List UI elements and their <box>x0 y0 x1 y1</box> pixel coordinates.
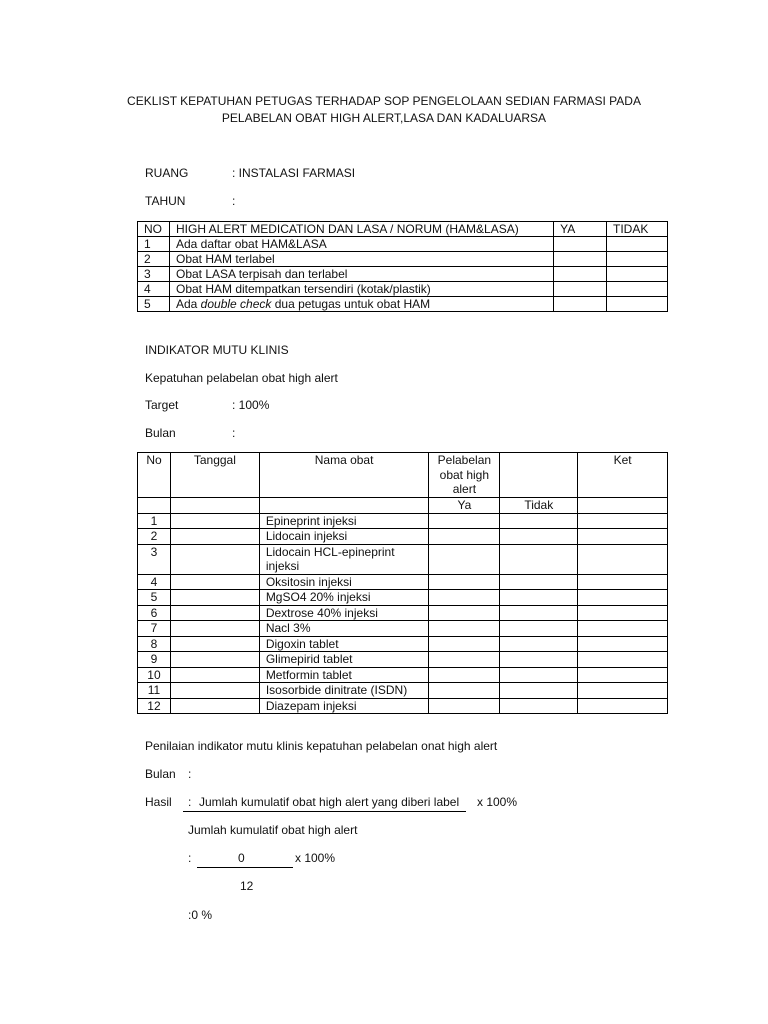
calc-colon: : <box>188 851 192 865</box>
nama-obat-line-1: Diazepam injeksi <box>265 698 357 713</box>
row-nama-obat <box>259 605 429 621</box>
result-value: :0 % <box>188 908 213 922</box>
row-item-text: Ada daftar obat HAM&LASA <box>175 237 327 251</box>
ruang-value: : INSTALASI FARMASI <box>232 166 356 180</box>
ya-cell[interactable] <box>429 667 500 683</box>
ya-cell[interactable] <box>429 621 500 637</box>
calc-fraction-bar <box>197 867 293 868</box>
tanggal-cell[interactable] <box>170 652 259 668</box>
tanggal-cell[interactable] <box>170 529 259 545</box>
nama-obat-line-1: Digoxin tablet <box>265 636 339 651</box>
hasil-label: Hasil <box>145 795 172 809</box>
ket-cell[interactable] <box>578 590 668 606</box>
tidak-cell[interactable] <box>607 282 668 297</box>
row-no: 2 <box>138 529 171 545</box>
target-value: : 100% <box>232 398 270 412</box>
empty-cell <box>170 498 259 514</box>
tidak-cell[interactable] <box>607 252 668 267</box>
table-row <box>138 544 668 574</box>
tanggal-cell[interactable] <box>170 590 259 606</box>
table-row <box>138 698 668 714</box>
tanggal-cell[interactable] <box>170 621 259 637</box>
ya-cell[interactable] <box>429 636 500 652</box>
subheader-tidak: Tidak <box>500 498 578 514</box>
row-item-emphasis: double check <box>200 297 272 311</box>
row-nama-obat <box>259 513 429 529</box>
row-no: 3 <box>138 267 170 282</box>
nama-obat-line-1: Isosorbide dinitrate (ISDN) <box>265 683 408 697</box>
header-no: No <box>138 453 171 498</box>
indikator-heading: INDIKATOR MUTU KLINIS <box>145 343 289 357</box>
header-ya: YA <box>554 222 607 237</box>
ruang-label: RUANG <box>145 166 189 180</box>
tidak-cell[interactable] <box>500 683 578 699</box>
table-row <box>138 282 668 297</box>
calc-numerator: 0 <box>238 851 245 865</box>
ya-cell[interactable] <box>429 544 500 574</box>
ket-cell[interactable] <box>578 636 668 652</box>
row-no: 4 <box>138 574 171 590</box>
tidak-cell[interactable] <box>500 698 578 714</box>
header-nama-obat: Nama obat <box>259 453 429 498</box>
document-title-line-2: PELABELAN OBAT HIGH ALERT,LASA DAN KADALUARSA <box>221 111 547 125</box>
tidak-cell[interactable] <box>607 297 668 312</box>
table-row <box>138 252 668 267</box>
empty-cell <box>259 498 429 514</box>
table-row <box>138 621 668 637</box>
table-row <box>138 513 668 529</box>
header-pelabelan-line-1: Pelabelan <box>437 453 492 467</box>
table-header-row <box>138 453 668 498</box>
row-nama-obat <box>259 636 429 652</box>
table-row <box>138 590 668 606</box>
tidak-cell[interactable] <box>500 667 578 683</box>
ket-cell[interactable] <box>578 698 668 714</box>
table-row <box>138 529 668 545</box>
row-no: 4 <box>138 282 170 297</box>
row-nama-obat <box>259 544 429 574</box>
tanggal-cell[interactable] <box>170 544 259 574</box>
row-no: 12 <box>138 698 171 714</box>
ket-cell[interactable] <box>578 652 668 668</box>
nama-obat-line-1: Epineprint injeksi <box>265 513 357 528</box>
tidak-cell[interactable] <box>607 237 668 252</box>
ya-cell[interactable] <box>429 590 500 606</box>
ket-cell[interactable] <box>578 683 668 699</box>
row-no: 1 <box>138 513 171 529</box>
penilaian-heading: Penilaian indikator mutu klinis kepatuhan pelabelan onat high alert <box>145 739 498 753</box>
ket-cell[interactable] <box>578 513 668 529</box>
row-item <box>169 297 553 312</box>
header-pelabelan <box>429 453 500 498</box>
tidak-cell[interactable] <box>607 267 668 282</box>
ya-cell[interactable] <box>429 513 500 529</box>
tahun-label: TAHUN <box>145 194 186 208</box>
row-item <box>169 267 553 282</box>
indikator-subheading: Kepatuhan pelabelan obat high alert <box>145 371 338 385</box>
ket-cell[interactable] <box>578 621 668 637</box>
nama-obat-line-1: MgSO4 20% injeksi <box>265 590 371 604</box>
hasil-colon: : <box>188 795 192 809</box>
ya-cell[interactable] <box>429 605 500 621</box>
header-pelabelan-line-3: alert <box>452 482 477 496</box>
row-nama-obat <box>259 621 429 637</box>
nama-obat-line-1: Lidocain HCL-epineprint <box>265 544 395 559</box>
high-alert-labeling-table <box>137 452 668 714</box>
ket-cell[interactable] <box>578 574 668 590</box>
ya-cell[interactable] <box>429 698 500 714</box>
table-row <box>138 683 668 699</box>
nama-obat-line-1: Dextrose 40% injeksi <box>265 605 378 620</box>
tahun-value: : <box>232 194 236 208</box>
row-nama-obat <box>259 698 429 714</box>
calc-times: x 100% <box>295 851 336 865</box>
tidak-cell[interactable] <box>500 636 578 652</box>
row-item <box>169 282 553 297</box>
row-no: 10 <box>138 667 171 683</box>
header-tanggal: Tanggal <box>170 453 259 498</box>
table-row <box>138 652 668 668</box>
ket-cell[interactable] <box>578 529 668 545</box>
header-no: NO <box>138 222 170 237</box>
ya-cell[interactable] <box>429 683 500 699</box>
tanggal-cell[interactable] <box>170 574 259 590</box>
tidak-cell[interactable] <box>500 605 578 621</box>
row-no: 1 <box>138 237 170 252</box>
table-subheader-row <box>138 498 668 514</box>
nama-obat-line-1: Glimepirid tablet <box>265 652 353 666</box>
target-label: Target <box>145 398 179 412</box>
table-row <box>138 267 668 282</box>
ya-cell[interactable] <box>429 574 500 590</box>
tanggal-cell[interactable] <box>170 683 259 699</box>
header-pelabelan-line-2: obat high <box>439 467 490 482</box>
row-item-text: Obat LASA terpisah dan terlabel <box>175 267 348 281</box>
ket-cell[interactable] <box>578 544 668 574</box>
row-item <box>169 237 553 252</box>
fraction-bar <box>183 811 466 812</box>
tidak-cell[interactable] <box>500 574 578 590</box>
tanggal-cell[interactable] <box>170 605 259 621</box>
ya-cell[interactable] <box>554 267 607 282</box>
header-ket: Ket <box>578 453 668 498</box>
row-item-text: Obat HAM ditempatkan tersendiri (kotak/plastik) <box>175 282 431 296</box>
ket-cell[interactable] <box>578 605 668 621</box>
table-row <box>138 636 668 652</box>
row-item-text-rest: dua petugas untuk obat HAM <box>271 297 431 311</box>
row-no: 5 <box>138 297 170 312</box>
row-nama-obat <box>259 529 429 545</box>
nama-obat-line-1: Metformin tablet <box>265 667 352 682</box>
ya-cell[interactable] <box>554 252 607 267</box>
tidak-cell[interactable] <box>500 544 578 574</box>
row-no: 5 <box>138 590 171 606</box>
table-row <box>138 605 668 621</box>
row-item-text: Obat HAM terlabel <box>175 252 275 266</box>
penilaian-bulan-value: : <box>188 767 192 781</box>
header-item: HIGH ALERT MEDICATION DAN LASA / NORUM (HAM&LASA) <box>169 222 553 237</box>
row-no: 3 <box>138 544 171 574</box>
row-item <box>169 252 553 267</box>
ya-cell[interactable] <box>429 529 500 545</box>
tanggal-cell[interactable] <box>170 636 259 652</box>
bulan-label: Bulan <box>145 426 176 440</box>
row-no: 11 <box>138 683 171 699</box>
row-no: 7 <box>138 621 171 637</box>
row-nama-obat <box>259 652 429 668</box>
tanggal-cell[interactable] <box>170 513 259 529</box>
row-no: 9 <box>138 652 171 668</box>
tidak-cell[interactable] <box>500 652 578 668</box>
formula-times: x 100% <box>477 795 518 809</box>
ket-cell[interactable] <box>578 667 668 683</box>
nama-obat-line-1: Nacl 3% <box>265 621 311 635</box>
tidak-cell[interactable] <box>500 590 578 606</box>
empty-cell <box>138 498 171 514</box>
subheader-ya: Ya <box>429 498 500 514</box>
ya-cell[interactable] <box>429 652 500 668</box>
ham-lasa-checklist-table <box>137 221 668 312</box>
nama-obat-line-1: Lidocain injeksi <box>265 529 348 543</box>
nama-obat-line-2: injeksi <box>265 559 300 573</box>
table-row <box>138 237 668 252</box>
tidak-cell[interactable] <box>500 621 578 637</box>
row-nama-obat <box>259 667 429 683</box>
nama-obat-line-1: Oksitosin injeksi <box>265 574 352 589</box>
table-row <box>138 667 668 683</box>
tidak-cell[interactable] <box>500 513 578 529</box>
row-nama-obat <box>259 590 429 606</box>
table-row <box>138 574 668 590</box>
ya-cell[interactable] <box>554 282 607 297</box>
header-empty <box>500 453 578 498</box>
header-tidak: TIDAK <box>607 222 668 237</box>
empty-cell <box>578 498 668 514</box>
row-no: 8 <box>138 636 171 652</box>
row-nama-obat <box>259 683 429 699</box>
row-no: 6 <box>138 605 171 621</box>
table-row <box>138 297 668 312</box>
row-item-text: Ada <box>175 297 201 311</box>
tidak-cell[interactable] <box>500 529 578 545</box>
bulan-value: : <box>232 426 236 440</box>
row-nama-obat <box>259 574 429 590</box>
formula-denominator: Jumlah kumulatif obat high alert <box>188 823 358 837</box>
table-header-row <box>138 222 668 237</box>
tanggal-cell[interactable] <box>170 667 259 683</box>
calc-denominator: 12 <box>240 879 254 893</box>
penilaian-bulan-label: Bulan <box>145 767 176 781</box>
row-no: 2 <box>138 252 170 267</box>
ya-cell[interactable] <box>554 237 607 252</box>
formula-numerator: Jumlah kumulatif obat high alert yang diberi label <box>199 795 460 809</box>
tanggal-cell[interactable] <box>170 698 259 714</box>
ya-cell[interactable] <box>554 297 607 312</box>
document-title-line-1: CEKLIST KEPATUHAN PETUGAS TERHADAP SOP PENGELOLAAN SEDIAN FARMASI PADA <box>127 94 641 108</box>
